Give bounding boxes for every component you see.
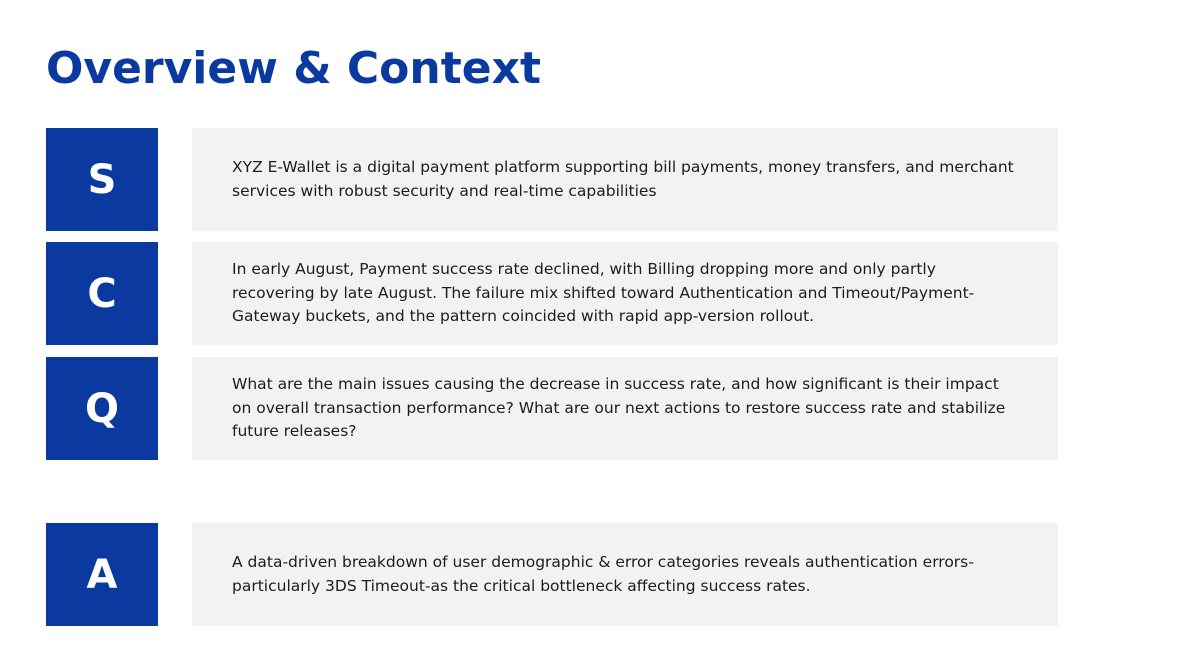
- scqa-row-answer: [46, 523, 1058, 626]
- question-letter-badge: Q: [46, 357, 158, 460]
- page-title: Overview & Context: [46, 43, 542, 94]
- situation-text-panel: [192, 128, 1058, 231]
- scqa-row-complication: [46, 242, 1058, 345]
- complication-text-panel: [192, 242, 1058, 345]
- question-text: What are the main issues causing the decrease in success rate, and how significant is their impact on overall transaction performance? What are our next actions to restore success rate and stabilize future releases?: [232, 375, 1006, 441]
- situation-letter-badge: S: [46, 128, 158, 231]
- answer-text-panel: [192, 523, 1058, 626]
- scqa-row-situation: [46, 128, 1058, 231]
- complication-text: In early August, Payment success rate declined, with Billing dropping more and only partly recovering by late August. The failure mix shifted toward Authentication and Timeout/Payment-Gateway buckets, and the pattern coincided with rapid app-version rollout.: [232, 260, 975, 326]
- answer-text: A data-driven breakdown of user demographic & error categories reveals authentication errors-particularly 3DS Timeout-as the critical bottleneck affecting success rates.: [232, 553, 974, 595]
- situation-text: XYZ E-Wallet is a digital payment platform supporting bill payments, money transfers, and merchant services with robust security and real-time capabilities: [232, 158, 1014, 200]
- question-text-panel: [192, 357, 1058, 460]
- scqa-row-question: [46, 357, 1058, 460]
- complication-letter-badge: C: [46, 242, 158, 345]
- answer-letter-badge: A: [46, 523, 158, 626]
